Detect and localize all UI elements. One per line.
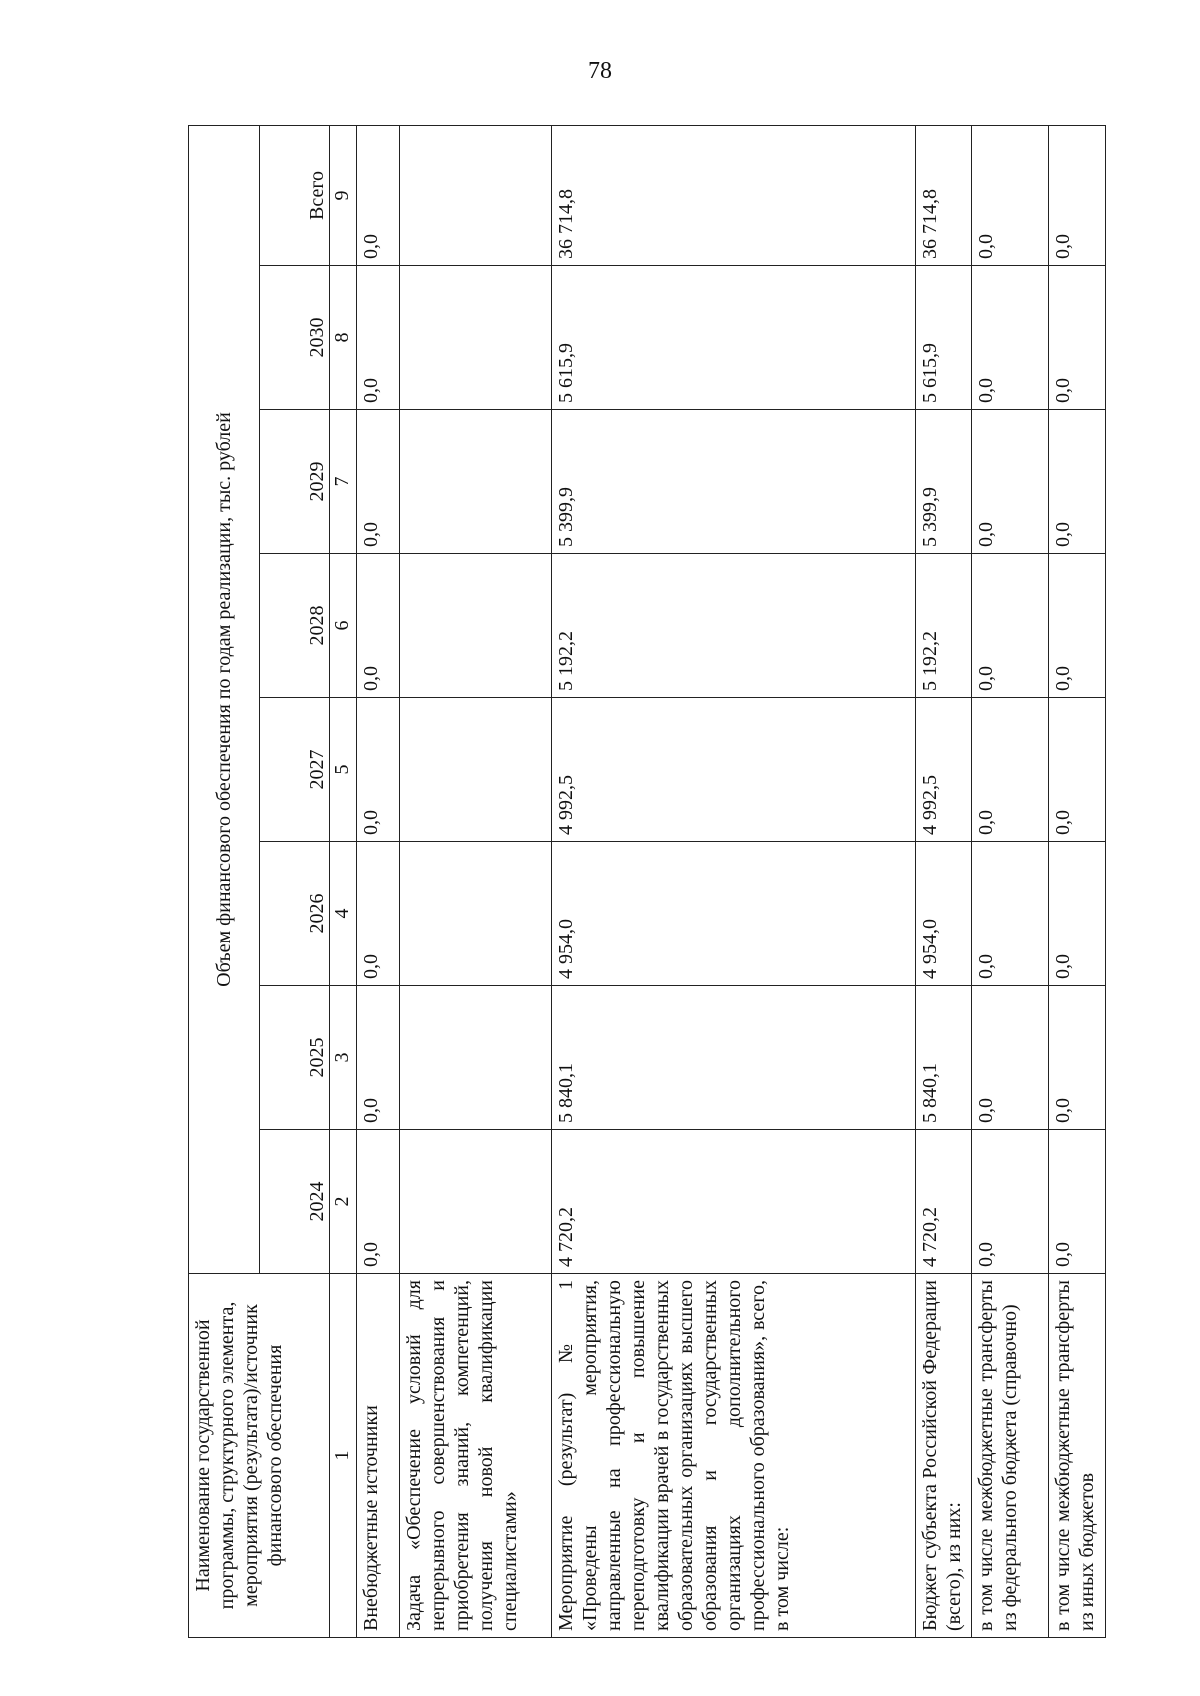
column-number: 2 <box>330 1130 357 1274</box>
row-value: 5 192,2 <box>915 554 972 698</box>
row-value <box>399 554 551 698</box>
header-year: 2028 <box>259 554 330 698</box>
row-value: 0,0 <box>356 698 399 842</box>
row-value: 0,0 <box>972 986 1049 1130</box>
row-value: 0,0 <box>1049 266 1106 410</box>
budget-table <box>188 125 1106 1638</box>
row-value <box>399 842 551 986</box>
header-year: 2029 <box>259 410 330 554</box>
row-value: 4 954,0 <box>551 842 915 986</box>
row-value: 0,0 <box>1049 1130 1106 1274</box>
row-value: 0,0 <box>972 266 1049 410</box>
row-value: 0,0 <box>356 1130 399 1274</box>
row-value: 4 954,0 <box>915 842 972 986</box>
row-value: 0,0 <box>972 1130 1049 1274</box>
row-value: 0,0 <box>972 842 1049 986</box>
header-year: 2026 <box>259 842 330 986</box>
row-value: 0,0 <box>1049 554 1106 698</box>
header-year: 2024 <box>259 1130 330 1274</box>
row-value <box>399 1130 551 1274</box>
header-volume-cell: Объем финансового обеспечения по годам реализации, тыс. рублей <box>189 125 260 1273</box>
row-value: 0,0 <box>972 125 1049 265</box>
row-name: Бюджет субъекта Российской Федерации (всего), из них: <box>915 1274 972 1638</box>
row-value: 0,0 <box>972 554 1049 698</box>
row-value: 4 720,2 <box>551 1130 915 1274</box>
row-value: 0,0 <box>1049 698 1106 842</box>
table-row <box>356 125 399 1637</box>
column-number: 8 <box>330 266 357 410</box>
row-value: 0,0 <box>1049 125 1106 265</box>
row-value: 0,0 <box>356 842 399 986</box>
row-value: 4 992,5 <box>551 698 915 842</box>
page-number: 78 <box>588 58 612 84</box>
column-number: 1 <box>330 1274 357 1638</box>
row-value <box>399 125 551 265</box>
rotated-table-container <box>188 126 1106 1638</box>
row-value: 5 840,1 <box>915 986 972 1130</box>
row-value: 0,0 <box>972 410 1049 554</box>
header-year: 2030 <box>259 266 330 410</box>
row-name: в том числе межбюджетные трансферты из федерального бюджета (справочно) <box>972 1274 1049 1638</box>
row-value: 0,0 <box>356 125 399 265</box>
row-name: в том числе межбюджетные трансферты из иных бюджетов <box>1049 1274 1106 1638</box>
row-value: 0,0 <box>356 266 399 410</box>
row-value: 5 615,9 <box>915 266 972 410</box>
row-value <box>399 986 551 1130</box>
column-number: 3 <box>330 986 357 1130</box>
row-value: 0,0 <box>972 698 1049 842</box>
row-name: Задача «Обеспечение условий для непрерывного совершенствования и приобретения знаний, компетенций, получения новой квалификации специалистами» <box>399 1274 551 1638</box>
row-value: 5 192,2 <box>551 554 915 698</box>
row-value: 0,0 <box>1049 986 1106 1130</box>
row-value: 0,0 <box>356 410 399 554</box>
column-number: 9 <box>330 125 357 265</box>
header-total: Всего <box>259 125 330 265</box>
row-value: 0,0 <box>1049 842 1106 986</box>
table-row <box>1049 125 1106 1637</box>
header-name-cell: Наименование государственной программы, структурного элемента, мероприятия (результата)/источник финансового обеспечения <box>189 1274 330 1638</box>
column-number: 5 <box>330 698 357 842</box>
row-value: 4 720,2 <box>915 1130 972 1274</box>
table-row <box>551 125 915 1637</box>
table-row <box>399 125 551 1637</box>
header-year: 2025 <box>259 986 330 1130</box>
row-value <box>399 698 551 842</box>
row-name: Внебюджетные источники <box>356 1274 399 1638</box>
row-value: 5 399,9 <box>551 410 915 554</box>
row-value <box>399 410 551 554</box>
header-year: 2027 <box>259 698 330 842</box>
row-value: 5 399,9 <box>915 410 972 554</box>
row-value: 0,0 <box>356 554 399 698</box>
row-value: 36 714,8 <box>915 125 972 265</box>
row-value: 4 992,5 <box>915 698 972 842</box>
row-value: 5 615,9 <box>551 266 915 410</box>
table-row <box>972 125 1049 1637</box>
column-number: 4 <box>330 842 357 986</box>
row-value: 0,0 <box>1049 410 1106 554</box>
row-value: 36 714,8 <box>551 125 915 265</box>
row-name: Мероприятие (результат) № 1 «Проведены мероприятия, направленные на профессиональную переподготовку и повышение квалификации врачей в государственных образовательных организациях высшего образования и государственных организациях дополнительного профессионального образования», всего, в том числе: <box>551 1274 915 1638</box>
column-number: 7 <box>330 410 357 554</box>
row-value <box>399 266 551 410</box>
row-value: 0,0 <box>356 986 399 1130</box>
table-row <box>915 125 972 1637</box>
row-value: 5 840,1 <box>551 986 915 1130</box>
column-number: 6 <box>330 554 357 698</box>
